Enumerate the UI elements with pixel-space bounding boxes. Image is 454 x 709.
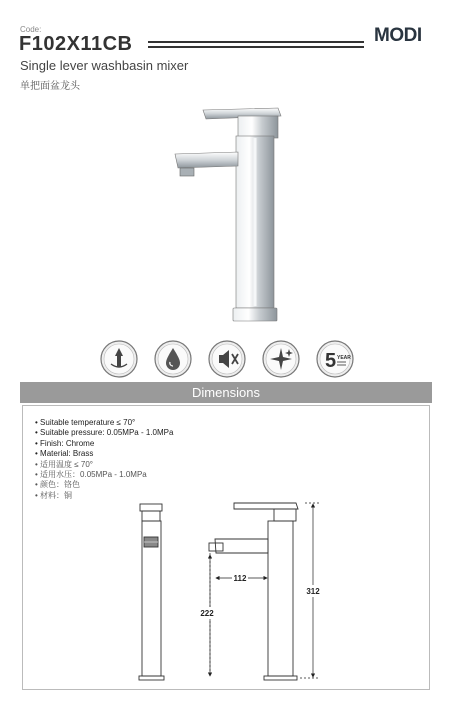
spec-item: • Finish: Chrome xyxy=(35,439,173,449)
spec-item: • 适用温度 ≤ 70° xyxy=(35,460,173,470)
subtitle-english: Single lever washbasin mixer xyxy=(20,58,189,73)
spec-item: • Material: Brass xyxy=(35,449,173,459)
water-saving-icon xyxy=(154,340,192,378)
technical-drawing xyxy=(120,495,330,685)
spec-item: • Suitable pressure: 0.05MPa - 1.0MPa xyxy=(35,428,173,438)
dimensions-header: Dimensions xyxy=(20,382,432,403)
spec-list xyxy=(35,418,173,501)
total-height-label: 312 xyxy=(306,587,320,596)
spout-height-label: 222 xyxy=(200,609,214,618)
spec-item: • 材料：铜 xyxy=(35,491,173,501)
side-view xyxy=(209,503,298,680)
spec-item: • 颜色：铬色 xyxy=(35,480,173,490)
water-flow-icon xyxy=(100,340,138,378)
svg-text:5: 5 xyxy=(325,350,337,372)
front-view xyxy=(139,504,164,680)
feature-icons xyxy=(100,340,355,380)
spec-item: • 适用水压：0.05MPa - 1.0MPa xyxy=(35,470,173,480)
title-rule xyxy=(148,41,364,48)
sparkle-icon xyxy=(262,340,300,378)
product-photo xyxy=(160,98,300,330)
subtitle-chinese: 单把面盆龙头 xyxy=(20,81,80,92)
five-year-warranty-icon xyxy=(316,340,354,378)
code-label: Code: xyxy=(20,25,42,34)
product-code: F102X11CB xyxy=(19,33,133,55)
spout-reach-label: 112 xyxy=(233,574,247,583)
low-noise-icon xyxy=(208,340,246,378)
spec-item: • Suitable temperature ≤ 70° xyxy=(35,418,173,428)
svg-text:YEAR: YEAR xyxy=(337,355,351,361)
brand-logo: MODI xyxy=(374,25,422,46)
